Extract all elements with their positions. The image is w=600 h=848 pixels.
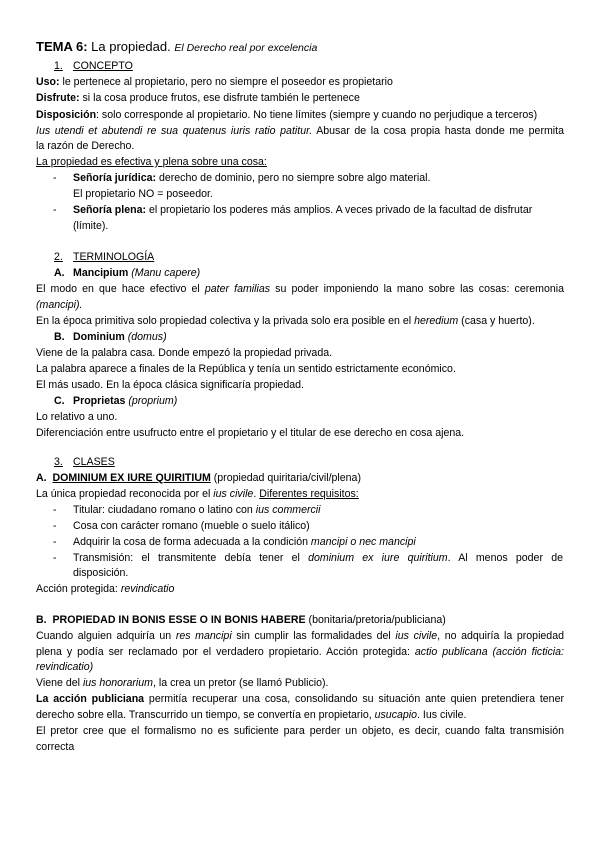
mancipium-text-line2: (mancipi). [36, 299, 83, 311]
pretor-text: El pretor cree que el formalismo no es suficiente para perder un objeto, es decir, cuando falta transmisión [36, 725, 564, 737]
dominium-text-2: La palabra aparece a finales de la República y tenía un sentido estrictamente económico. [36, 363, 456, 375]
disfrute-line: Disfrute: si la cosa produce frutos, ese disfrute también le pertenece [36, 92, 360, 104]
dominium-text-1: Viene de la palabra casa. Donde empezó la propiedad privada. [36, 347, 333, 359]
proprietas-text-2: Diferenciación entre usufructo entre el propietario y el titular de ese derecho en cosa ajena. [36, 427, 465, 439]
in-bonis-text-2: Viene del ius honorarium, la crea un pretor (se llamó Publicio). [36, 677, 329, 689]
accion-publiciana-text-line2: derecho sobre ella. Transcurrido un tiempo, se convertía en propietario, usucapio. Ius civile. [36, 709, 467, 721]
page-title: TEMA 6: La propiedad. El Derecho real por excelencia [36, 39, 318, 54]
in-bonis-text-1-line3: revindicatio) [36, 661, 94, 673]
proprietas-text-1: Lo relativo a uno. [36, 411, 118, 423]
latin-maxim-line: Ius utendi et abutendi re sua quatenus iuris ratio patitur. Abusar de la cosa propia hasta donde me permita [36, 125, 564, 137]
subsection-in-bonis: B. PROPIEDAD IN BONIS ESSE O IN BONIS HABERE (bonitaria/pretoria/publiciana) [36, 614, 446, 626]
propiedad-efectiva: La propiedad es efectiva y plena sobre una cosa: [36, 156, 267, 168]
mancipium-text: El modo en que hace efectivo el pater familias su poder imponiendo la mano sobre las cosas: ceremonia [36, 283, 564, 295]
disposicion-line: Disposición: solo corresponde al propietario. No tiene límites (siempre y cuando no perjudique a terceros) [36, 109, 538, 121]
latin-maxim-line-2: la razón de Derecho. [36, 140, 135, 152]
mancipium-epoca: En la época primitiva solo propiedad colectiva y la privada solo era posible en el heredium (casa y huerto). [36, 315, 535, 327]
uso-line: Uso: le pertenece al propietario, pero no siempre el poseedor es propietario [36, 76, 393, 88]
dominium-ex-iure-intro: La única propiedad reconocida por el ius civile. Diferentes requisitos: [36, 488, 359, 500]
accion-publiciana-text: La acción publiciana permitía recuperar una cosa, consolidando su situación ante quien pretendiera tener [36, 693, 564, 705]
document-page: TEMA 6: La propiedad. El Derecho real por excelencia 1. CONCEPTO Uso: le pertenece al propietario, pero no siempre el poseedor es propietario Disfrute: si la cosa produce frutos, ese disfrute también le pertenece Disposición: solo corresponde al propietario. No tiene límites (siempre y cuando no perjudique a terceros) Ius utendi et abutendi re sua quatenus iuris ratio patitur. Abusar de la cosa propia hasta donde me permita la razón de Derecho. La propiedad es efectiva y plena sobre una cosa: - Señoría jurídica: derecho de dominio, pero no siempre sobre algo material. El propietario NO = poseedor. - Señoría plena: el propietario los poderes más amplios. A veces privado de la facultad de disfrutar (límite). 2. TERMINOLOGÍA A. Mancipium (Manu capere) El modo en que hace efectivo el pater familias su poder imponiendo la mano sobre las cosas: ceremonia (mancipi). En la época primitiva solo propiedad colectiva y la privada solo era posible en el heredium (casa y huerto). B. Dominium (domus) Viene de la palabra casa. Donde empezó la propiedad privada. La palabra aparece a finales de la República y tenía un sentido estrictamente económico. El más usado. En la época clásica significaría propiedad. C. Proprietas (proprium) Lo relativo a uno. Diferenciación entre usufructo entre el propietario y el titular de ese derecho en cosa ajena. 3. CLASES A. DOMINIUM EX IURE QUIRITIUM (propiedad quiritaria/civil/plena) La única propiedad reconocida por el ius civile. Diferentes requisitos: - Titular: ciudadano romano o latino con ius commercii - Cosa con carácter romano (mueble o suelo itálico) - Adquirir la cosa de forma adecuada a la condición mancipi o nec mancipi - Transmisión: el transmitente debía tener el dominium ex iure quiritium. Al menos poder de disposición. Acción protegida: revindicatio B. PROPIEDAD IN BONIS ESSE O IN BONIS HABERE (bonitaria/pretoria/publiciana) Cuando alguien adquiría un res mancipi sin cumplir las formalidades del ius civile, no adquiría la propiedad plena y podía ser reclamado por el verdadero propietario. Acción protegida: actio publicana (acción ficticia: revindicatio) Viene del ius honorarium, la crea un pretor (se llamó Publicio). La acción publiciana permitía recuperar una cosa, consolidando su situación ante quien pretendiera tener derecho sobre ella. Transcurrido un tiempo, se convertía en propietario, usucapio. Ius civile. El pretor cree que el formalismo no es suficiente para perder un objeto, es decir, cuando falta transmisión correcta [36, 39, 565, 753]
accion-protegida: Acción protegida: revindicatio [36, 583, 175, 595]
in-bonis-text-1: Cuando alguien adquiría un res mancipi sin cumplir las formalidades del ius civile, no adquiría la propiedad [36, 630, 564, 642]
in-bonis-text-1-line2: plena y podía ser reclamado por el verdadero propietario. Acción protegida: actio publicana (acción ficticia: [36, 646, 565, 658]
dominium-text-3: El más usado. En la época clásica significaría propiedad. [36, 379, 304, 391]
pretor-text-line2: correcta [36, 741, 75, 753]
subsection-dominium-ex-iure: A. DOMINIUM EX IURE QUIRITIUM (propiedad quiritaria/civil/plena) [36, 472, 361, 484]
